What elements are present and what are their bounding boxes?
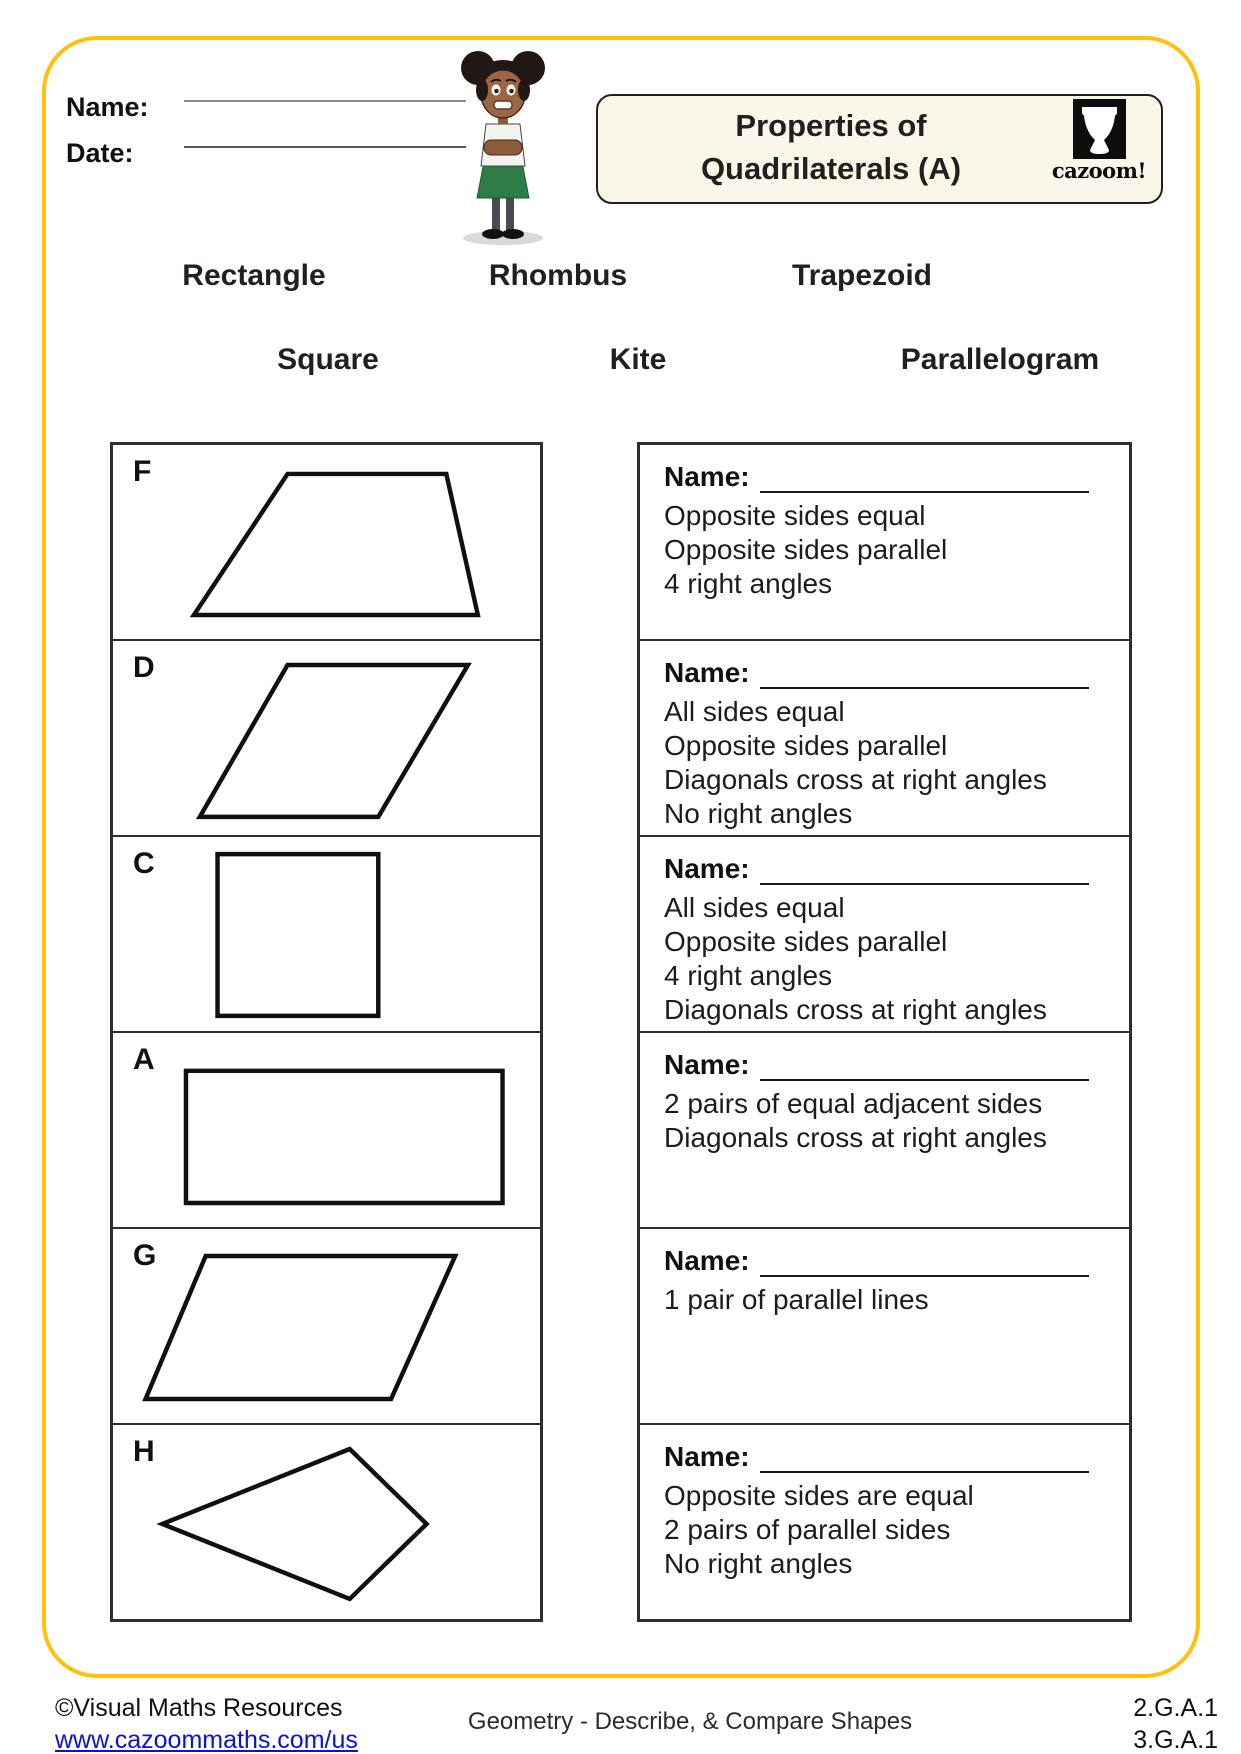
answer-blank-line[interactable] — [760, 1249, 1089, 1277]
shapes-column — [110, 442, 543, 1622]
properties-cell-1 — [640, 445, 1129, 641]
standard-code: 2.G.A.1 — [1133, 1694, 1218, 1722]
word-bank-term-square: Square — [277, 343, 379, 376]
answer-blank-line[interactable] — [760, 465, 1089, 493]
website-link[interactable]: www.cazoommaths.com/us — [55, 1726, 358, 1754]
answer-blank-line[interactable] — [760, 1053, 1089, 1081]
shape-letter: A — [133, 1043, 155, 1076]
girl-mascot-illustration — [448, 46, 558, 246]
property-line: 4 right angles — [664, 960, 833, 991]
word-bank-term-trapezoid: Trapezoid — [791, 259, 933, 292]
property-line: 4 right angles — [664, 568, 833, 599]
shape-cell-G — [113, 1229, 540, 1425]
shape-cell-C — [113, 837, 540, 1033]
answer-name-label: Name: — [664, 657, 750, 688]
answer-blank-line[interactable] — [760, 661, 1089, 689]
property-line: Opposite sides equal — [664, 500, 926, 531]
parallelogram-shape — [113, 1230, 540, 1422]
footer-topic: Geometry - Describe, & Compare Shapes — [467, 1708, 913, 1735]
shape-letter: G — [133, 1239, 157, 1272]
property-line: Opposite sides parallel — [664, 534, 948, 565]
footer-standards — [1133, 1692, 1218, 1754]
answer-name-label: Name: — [664, 461, 750, 492]
answer-blank-line[interactable] — [760, 1445, 1089, 1473]
answer-name-label: Name: — [664, 1441, 750, 1472]
shape-cell-H — [113, 1425, 540, 1619]
properties-cell-4 — [640, 1033, 1129, 1229]
title-line-2: Quadrilaterals (A) — [700, 151, 962, 186]
cazoom-drum-icon — [1073, 99, 1126, 159]
property-line: No right angles — [664, 1548, 853, 1579]
shape-cell-F — [113, 445, 540, 641]
cazoom-logo-text: cazoom! — [1051, 158, 1147, 183]
square-shape — [113, 838, 540, 1030]
properties-cell-2 — [640, 641, 1129, 837]
copyright-text: ©Visual Maths Resources — [55, 1694, 343, 1722]
word-bank-term-parallelogram: Parallelogram — [900, 343, 1100, 376]
kite-shape — [113, 1426, 540, 1618]
date-blank-line[interactable] — [184, 146, 466, 148]
property-line: All sides equal — [664, 892, 845, 923]
trapezoid-shape — [113, 446, 540, 638]
property-line: Diagonals cross at right angles — [664, 994, 1047, 1025]
property-line: Opposite sides are equal — [664, 1480, 974, 1511]
title-box — [596, 94, 1163, 204]
answer-name-label: Name: — [664, 1245, 750, 1276]
rhombus-shape — [113, 642, 540, 834]
standard-code: 3.G.A.1 — [1133, 1726, 1218, 1754]
name-label: Name: — [66, 92, 149, 122]
word-bank-term-kite: Kite — [609, 343, 667, 376]
property-line: 1 pair of parallel lines — [664, 1284, 929, 1315]
title-line-1: Properties of — [735, 108, 927, 143]
property-line: Opposite sides parallel — [664, 730, 948, 761]
word-bank-term-rhombus: Rhombus — [488, 259, 628, 292]
shape-letter: C — [133, 847, 155, 880]
answer-name-label: Name: — [664, 1049, 750, 1080]
property-line: 2 pairs of parallel sides — [664, 1514, 951, 1545]
worksheet-title — [606, 104, 1056, 190]
shape-cell-D — [113, 641, 540, 837]
properties-cell-3 — [640, 837, 1129, 1033]
property-line: Diagonals cross at right angles — [664, 764, 1047, 795]
shape-letter: D — [133, 651, 155, 684]
footer-credits — [55, 1692, 358, 1754]
shape-cell-A — [113, 1033, 540, 1229]
shape-letter: H — [133, 1435, 155, 1468]
word-bank-term-rectangle: Rectangle — [182, 259, 326, 292]
cazoom-logo — [1051, 99, 1147, 183]
properties-cell-5 — [640, 1229, 1129, 1425]
answer-blank-line[interactable] — [760, 857, 1089, 885]
rectangle-shape — [113, 1034, 540, 1226]
name-blank-line[interactable] — [184, 100, 466, 102]
shape-letter: F — [133, 455, 152, 488]
property-line: 2 pairs of equal adjacent sides — [664, 1088, 1043, 1119]
answer-name-label: Name: — [664, 853, 750, 884]
properties-column — [637, 442, 1132, 1622]
property-line: All sides equal — [664, 696, 845, 727]
property-line: No right angles — [664, 798, 853, 829]
property-line: Diagonals cross at right angles — [664, 1122, 1047, 1153]
date-label: Date: — [66, 138, 134, 168]
properties-cell-6 — [640, 1425, 1129, 1619]
property-line: Opposite sides parallel — [664, 926, 948, 957]
